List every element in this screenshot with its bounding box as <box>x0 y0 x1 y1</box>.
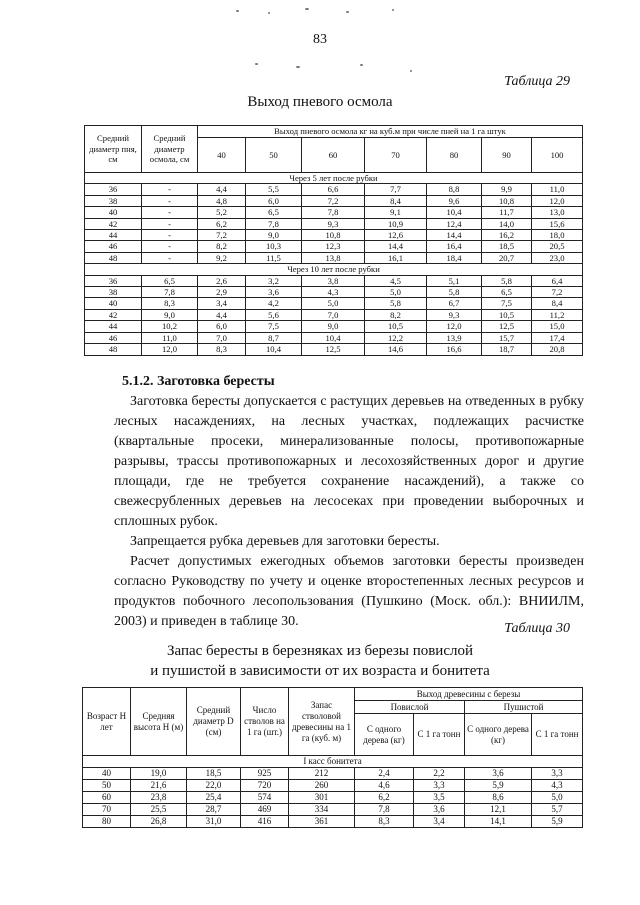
table-cell: 38 <box>85 195 142 206</box>
table-29 <box>84 125 583 356</box>
table-cell: 7,7 <box>365 184 427 195</box>
table-cell: 5,0 <box>532 792 583 804</box>
table-cell: 260 <box>289 780 355 792</box>
table-section-row <box>85 173 583 184</box>
table-cell: 720 <box>241 780 289 792</box>
table-cell: 10,8 <box>482 195 532 206</box>
table-cell: 6,2 <box>355 792 414 804</box>
table-cell: - <box>142 207 198 218</box>
table-cell: 6,5 <box>142 275 198 286</box>
table-cell: 3,3 <box>414 780 465 792</box>
table-row <box>85 309 583 320</box>
table-cell: 4,3 <box>532 780 583 792</box>
table-cell: - <box>142 241 198 252</box>
scan-speck <box>346 11 349 13</box>
table-row <box>85 344 583 355</box>
column-header: Запас стволовой древесины на 1 га (куб. м) <box>289 688 355 756</box>
table-cell: 4,6 <box>355 780 414 792</box>
table-cell: - <box>142 218 198 229</box>
table-cell: 925 <box>241 768 289 780</box>
table-cell: 10,5 <box>482 309 532 320</box>
table-cell: 8,3 <box>198 344 246 355</box>
table-cell: 12,0 <box>532 195 583 206</box>
table-30 <box>82 687 583 828</box>
paragraph: Запрещается рубка деревьев для заготовки бересты. <box>130 534 440 549</box>
table-cell: 212 <box>289 768 355 780</box>
table-cell: 3,4 <box>414 816 465 828</box>
column-header: 80 <box>427 138 482 173</box>
column-header: С 1 га тонн <box>414 714 465 756</box>
table-cell: 6,4 <box>532 275 583 286</box>
table-cell: 14,6 <box>365 344 427 355</box>
column-group-header: Выход древесины с березы <box>355 688 583 701</box>
table-cell: 12,2 <box>365 332 427 343</box>
column-header: Число стволов на 1 га (шт.) <box>241 688 289 756</box>
column-header: С 1 га тонн <box>532 714 583 756</box>
table-cell: 5,9 <box>532 816 583 828</box>
table-row <box>85 321 583 332</box>
table-cell: 5,0 <box>365 287 427 298</box>
table-cell: 2,4 <box>355 768 414 780</box>
table-cell: 18,0 <box>532 230 583 241</box>
scan-speck <box>255 63 258 65</box>
table-cell: 10,2 <box>142 321 198 332</box>
table-cell: 7,0 <box>198 332 246 343</box>
column-header: Средний диаметр пня, см <box>85 126 142 173</box>
table-cell: 50 <box>83 780 131 792</box>
table-cell: 9,6 <box>427 195 482 206</box>
table-cell: 28,7 <box>187 804 241 816</box>
table-cell: 3,2 <box>246 275 302 286</box>
table-cell: 21,6 <box>131 780 187 792</box>
table-cell: 8,8 <box>427 184 482 195</box>
table-cell: - <box>142 230 198 241</box>
table-cell: 18,4 <box>427 252 482 263</box>
table-cell: 9,0 <box>302 321 365 332</box>
table-row <box>85 332 583 343</box>
column-header: Средний диаметр осмола, см <box>142 126 198 173</box>
table-cell: 8,4 <box>365 195 427 206</box>
table-cell: 5,8 <box>365 298 427 309</box>
table-row <box>83 792 583 804</box>
scan-speck <box>268 12 270 14</box>
table-cell: 3,6 <box>465 768 532 780</box>
column-header: 90 <box>482 138 532 173</box>
table-cell: 9,2 <box>198 252 246 263</box>
table-cell: 7,2 <box>302 195 365 206</box>
table-cell: 7,2 <box>198 230 246 241</box>
table-cell: 16,1 <box>365 252 427 263</box>
column-header: С одного дерева (кг) <box>465 714 532 756</box>
table-cell: 9,1 <box>365 207 427 218</box>
table-cell: 15,0 <box>532 321 583 332</box>
table-cell: 23,8 <box>131 792 187 804</box>
table-cell: 20,8 <box>532 344 583 355</box>
table-cell: - <box>142 195 198 206</box>
column-header: Возраст Н лет <box>83 688 131 756</box>
table-cell: 38 <box>85 287 142 298</box>
table-cell: 42 <box>85 309 142 320</box>
table-cell: 7,2 <box>532 287 583 298</box>
table-cell: 12,4 <box>427 218 482 229</box>
table-cell: - <box>142 252 198 263</box>
scan-speck <box>305 8 309 10</box>
table-cell: 11,2 <box>532 309 583 320</box>
table-cell: 8,3 <box>355 816 414 828</box>
table-cell: 13,0 <box>532 207 583 218</box>
paragraph: Заготовка бересты допускается с растущих деревьев на отведенных в рубку лесных насаждениях, на лесных участках, подлежащих расчистке (квартальные просеки, минерализованные полосы, противопожарные разрывы, трассы противопожарных и лесохозяйственных дорог и другие площади, где не требуется сохранение насаждений), а также со свежесрубленных деревьев на лесосеках при проведении выборочных и сплошных рубок. <box>114 394 584 529</box>
table-cell: 4,3 <box>302 287 365 298</box>
table-cell: 11,5 <box>246 252 302 263</box>
column-group-header: Повислой <box>355 701 465 714</box>
table-cell: 469 <box>241 804 289 816</box>
table-row <box>85 252 583 263</box>
table-cell: 3,6 <box>414 804 465 816</box>
table-cell: 9,0 <box>142 309 198 320</box>
table-cell: 16,4 <box>427 241 482 252</box>
scan-speck <box>392 9 394 11</box>
table-cell: 4,4 <box>198 184 246 195</box>
table-cell: 60 <box>83 792 131 804</box>
table-row <box>85 298 583 309</box>
table-cell: 10,4 <box>302 332 365 343</box>
table-30-title <box>0 641 640 681</box>
table-cell: 7,5 <box>482 298 532 309</box>
table-cell: 9,3 <box>427 309 482 320</box>
table-cell: 11,0 <box>142 332 198 343</box>
table-row <box>83 768 583 780</box>
table-cell: 40 <box>83 768 131 780</box>
table-cell: 10,3 <box>246 241 302 252</box>
column-header: Средний диаметр D (см) <box>187 688 241 756</box>
table-cell: 18,5 <box>482 241 532 252</box>
table-row <box>83 780 583 792</box>
table-cell: 11,0 <box>532 184 583 195</box>
table-cell: 48 <box>85 252 142 263</box>
table-cell: 42 <box>85 218 142 229</box>
table-30-title-line: Запас бересты в березняках из березы повислой <box>166 643 473 659</box>
table-cell: 70 <box>83 804 131 816</box>
table-cell: 14,4 <box>427 230 482 241</box>
column-header: С одного дерева (кг) <box>355 714 414 756</box>
table-cell: 10,9 <box>365 218 427 229</box>
table-cell: 48 <box>85 344 142 355</box>
table-cell: 5,7 <box>532 804 583 816</box>
table-cell: 40 <box>85 298 142 309</box>
table-cell: 5,9 <box>465 780 532 792</box>
table-cell: 9,3 <box>302 218 365 229</box>
table-row <box>85 241 583 252</box>
column-header: 60 <box>302 138 365 173</box>
table-cell: 7,8 <box>142 287 198 298</box>
table-cell: 7,0 <box>302 309 365 320</box>
table-cell: 6,5 <box>482 287 532 298</box>
scan-speck <box>410 70 412 72</box>
table-cell: - <box>142 184 198 195</box>
table-cell: 5,0 <box>302 298 365 309</box>
table-29-caption: Таблица 29 <box>504 74 570 89</box>
table-cell: 5,8 <box>482 275 532 286</box>
column-header: Средняя высота Н (м) <box>131 688 187 756</box>
table-cell: 8,4 <box>532 298 583 309</box>
table-cell: 12,5 <box>302 344 365 355</box>
table-30-caption: Таблица 30 <box>504 621 570 636</box>
table-cell: 334 <box>289 804 355 816</box>
table-cell: 6,0 <box>198 321 246 332</box>
table-row <box>83 804 583 816</box>
table-cell: 10,4 <box>246 344 302 355</box>
column-header: 40 <box>198 138 246 173</box>
scan-speck <box>296 66 300 68</box>
table-cell: 12,0 <box>142 344 198 355</box>
table-cell: 10,4 <box>427 207 482 218</box>
table-cell: 11,7 <box>482 207 532 218</box>
table-row <box>85 218 583 229</box>
table-cell: 416 <box>241 816 289 828</box>
table-cell: 20,7 <box>482 252 532 263</box>
table-cell: 17,4 <box>532 332 583 343</box>
table-row <box>85 275 583 286</box>
table-row <box>85 207 583 218</box>
table-cell: 7,8 <box>246 218 302 229</box>
table-cell: 6,5 <box>246 207 302 218</box>
column-header: 50 <box>246 138 302 173</box>
table-cell: 44 <box>85 230 142 241</box>
table-cell: 12,5 <box>482 321 532 332</box>
table-cell: 3,5 <box>414 792 465 804</box>
table-cell: 10,5 <box>365 321 427 332</box>
page-number: 83 <box>313 32 327 47</box>
table-cell: 3,3 <box>532 768 583 780</box>
table-section-row <box>83 756 583 768</box>
table-cell: 361 <box>289 816 355 828</box>
table-cell: 6,6 <box>302 184 365 195</box>
table-cell: 4,5 <box>365 275 427 286</box>
table-cell: 46 <box>85 241 142 252</box>
table-row <box>85 195 583 206</box>
table-cell: 12,1 <box>465 804 532 816</box>
table-cell: 8,6 <box>465 792 532 804</box>
table-cell: 301 <box>289 792 355 804</box>
table-cell: 14,0 <box>482 218 532 229</box>
scan-speck <box>360 64 363 66</box>
table-cell: 5,2 <box>198 207 246 218</box>
table-cell: 19,0 <box>131 768 187 780</box>
table-cell: 3,8 <box>302 275 365 286</box>
paragraph: Расчет допустимых ежегодных объемов заготовки бересты произведен согласно Руководству по учету и оценке второстепенных лесных ресурсов и продуктов побочного лесопользования (Пушкино (Моск. обл.): ВНИИЛМ, 2003) и приведен в таблице 30. <box>114 554 584 629</box>
table-cell: 18,7 <box>482 344 532 355</box>
table-cell: 14,4 <box>365 241 427 252</box>
column-group-header: Пушистой <box>465 701 583 714</box>
table-cell: 2,6 <box>198 275 246 286</box>
table-cell: 3,4 <box>198 298 246 309</box>
table-cell: 20,5 <box>532 241 583 252</box>
table-cell: 25,5 <box>131 804 187 816</box>
column-group-header: Выход пневого осмола кг на куб.м при числе пней на 1 га штук <box>198 126 583 138</box>
table-cell: 7,5 <box>246 321 302 332</box>
section-heading: 5.1.2. Заготовка бересты <box>122 374 275 389</box>
table-cell: 80 <box>83 816 131 828</box>
table-30-title-line: и пушистой в зависимости от их возраста и бонитета <box>150 663 490 679</box>
table-cell: 5,5 <box>246 184 302 195</box>
table-cell: 46 <box>85 332 142 343</box>
table-cell: 15,7 <box>482 332 532 343</box>
table-cell: 8,3 <box>142 298 198 309</box>
table-cell: 13,8 <box>302 252 365 263</box>
table-cell: 36 <box>85 275 142 286</box>
table-cell: 7,8 <box>302 207 365 218</box>
table-cell: 2,2 <box>414 768 465 780</box>
table-cell: 8,2 <box>198 241 246 252</box>
table-29-title: Выход пневого осмола <box>247 94 393 110</box>
section-berest <box>114 372 584 632</box>
table-cell: 4,2 <box>246 298 302 309</box>
table-section-label: Через 5 лет после рубки <box>85 173 583 184</box>
table-row <box>85 230 583 241</box>
table-cell: 40 <box>85 207 142 218</box>
table-cell: 5,8 <box>427 287 482 298</box>
table-cell: 13,9 <box>427 332 482 343</box>
table-cell: 44 <box>85 321 142 332</box>
table-cell: 2,9 <box>198 287 246 298</box>
table-section-label: Через 10 лет после рубки <box>85 264 583 275</box>
table-cell: 574 <box>241 792 289 804</box>
table-cell: 5,1 <box>427 275 482 286</box>
column-header: 70 <box>365 138 427 173</box>
table-cell: 3,6 <box>246 287 302 298</box>
table-cell: 22,0 <box>187 780 241 792</box>
table-row <box>85 184 583 195</box>
table-cell: 8,2 <box>365 309 427 320</box>
table-cell: 8,7 <box>246 332 302 343</box>
table-cell: 6,2 <box>198 218 246 229</box>
scan-speck <box>236 10 239 12</box>
table-cell: 9,0 <box>246 230 302 241</box>
table-cell: 6,7 <box>427 298 482 309</box>
table-cell: 4,8 <box>198 195 246 206</box>
table-cell: 14,1 <box>465 816 532 828</box>
table-section-label: I касс бонитета <box>83 756 583 768</box>
table-cell: 12,0 <box>427 321 482 332</box>
table-cell: 23,0 <box>532 252 583 263</box>
table-cell: 18,5 <box>187 768 241 780</box>
table-cell: 36 <box>85 184 142 195</box>
table-cell: 6,0 <box>246 195 302 206</box>
column-header: 100 <box>532 138 583 173</box>
table-cell: 9,9 <box>482 184 532 195</box>
table-cell: 5,6 <box>246 309 302 320</box>
table-row <box>85 287 583 298</box>
table-cell: 31,0 <box>187 816 241 828</box>
table-cell: 16,2 <box>482 230 532 241</box>
table-cell: 25,4 <box>187 792 241 804</box>
table-row <box>83 816 583 828</box>
table-cell: 15,6 <box>532 218 583 229</box>
table-cell: 12,6 <box>365 230 427 241</box>
table-cell: 12,3 <box>302 241 365 252</box>
table-section-row <box>85 264 583 275</box>
table-cell: 16,6 <box>427 344 482 355</box>
table-cell: 10,8 <box>302 230 365 241</box>
table-cell: 26,8 <box>131 816 187 828</box>
table-cell: 7,8 <box>355 804 414 816</box>
table-cell: 4,4 <box>198 309 246 320</box>
